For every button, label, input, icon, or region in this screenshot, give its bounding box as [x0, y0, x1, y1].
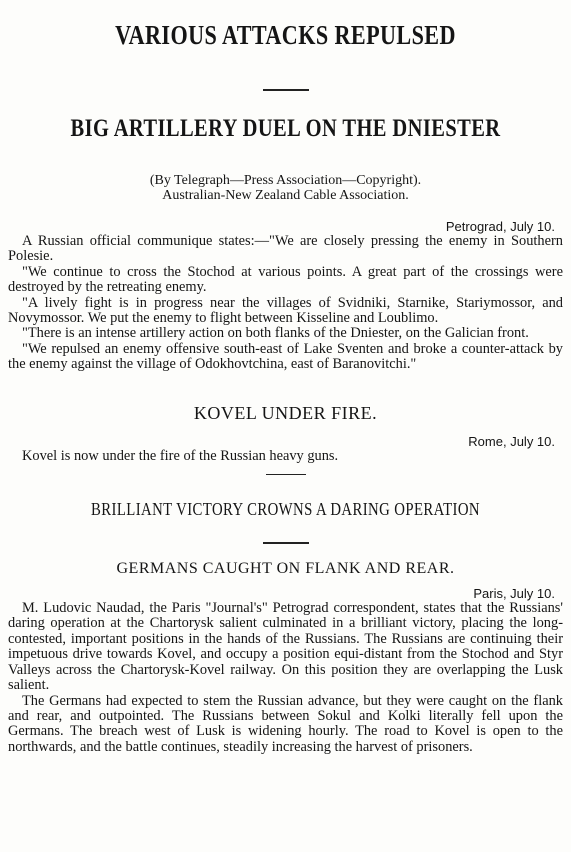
subheadline-text: BIG ARTILLERY DUEL ON THE DNIESTER	[70, 115, 501, 142]
dateline-petrograd: Petrograd, July 10.	[445, 219, 555, 234]
paragraph: The Germans had expected to stem the Russian advance, but they were caught on the flank and rear, and outpointed. The Russians between Sokul and Kolki literally fell upon the Germans. The breach west of Lusk is widening hourly. The road to Kovel is open to the northwards, and the battle continues, steadily increasing the harvest of prisoners.	[8, 692, 563, 755]
dateline-paris: Paris, July 10.	[473, 586, 555, 602]
section3-body	[8, 601, 563, 755]
dateline-rome: Rome, July 10.	[468, 433, 555, 449]
section1-body	[8, 234, 563, 373]
credit-line	[8, 173, 563, 203]
paragraph: "We continue to cross the Stochod at various points. A great part of the crossings were destroyed by the retreating enemy.	[8, 263, 563, 296]
section3-subheading: GERMANS CAUGHT ON FLANK AND REAR.	[116, 560, 455, 578]
headline-text: VARIOUS ATTACKS REPULSED	[115, 20, 456, 50]
paragraph: "A lively fight is in progress near the villages of Svidniki, Starnike, Stariymossor, and Novymossor. We put the enemy to flight between Kisseline and Loublimo.	[8, 294, 563, 327]
credit-line-1: (By Telegraph—Press Association—Copyright).	[149, 173, 422, 188]
paragraph: M. Ludovic Naudad, the Paris "Journal's" Petrograd correspondent, states that the Russians' daring operation at the Chartorysk salient culminated in a brilliant victory, placing the long-contested, important positions in the hands of the Russians. The Russians are continuing their impetuous drive towards Kovel, and occupy a position equi-distant from the Stochod and Styr Valleys across the Chartorysk-Kovel railway. On this position they are overlapping the Lusk salient.	[8, 600, 563, 694]
headline	[8, 0, 563, 51]
paragraph: A Russian official communique states:—"We are closely pressing the enemy in Southern Polesie.	[8, 233, 563, 265]
paragraph: "We repulsed an enemy offensive south-east of Lake Sventen and broke a counter-attack by the enemy against the village of Odokhovtchina, east of Baranovitchi."	[8, 340, 563, 373]
subheadline	[8, 115, 563, 143]
divider	[263, 89, 309, 91]
paragraph: Kovel is now under the fire of the Russian heavy guns.	[22, 447, 339, 464]
section3-heading-text: BRILLIANT VICTORY CROWNS A DARING OPERATION	[91, 499, 480, 520]
section2-heading: KOVEL UNDER FIRE.	[193, 402, 378, 423]
divider	[266, 474, 306, 475]
section3-heading	[8, 499, 563, 520]
credit-line-2: Australian-New Zealand Cable Association.	[162, 188, 409, 203]
paragraph: "There is an intense artillery action on both flanks of the Dniester, on the Galician front.	[22, 325, 529, 342]
divider	[263, 542, 309, 544]
